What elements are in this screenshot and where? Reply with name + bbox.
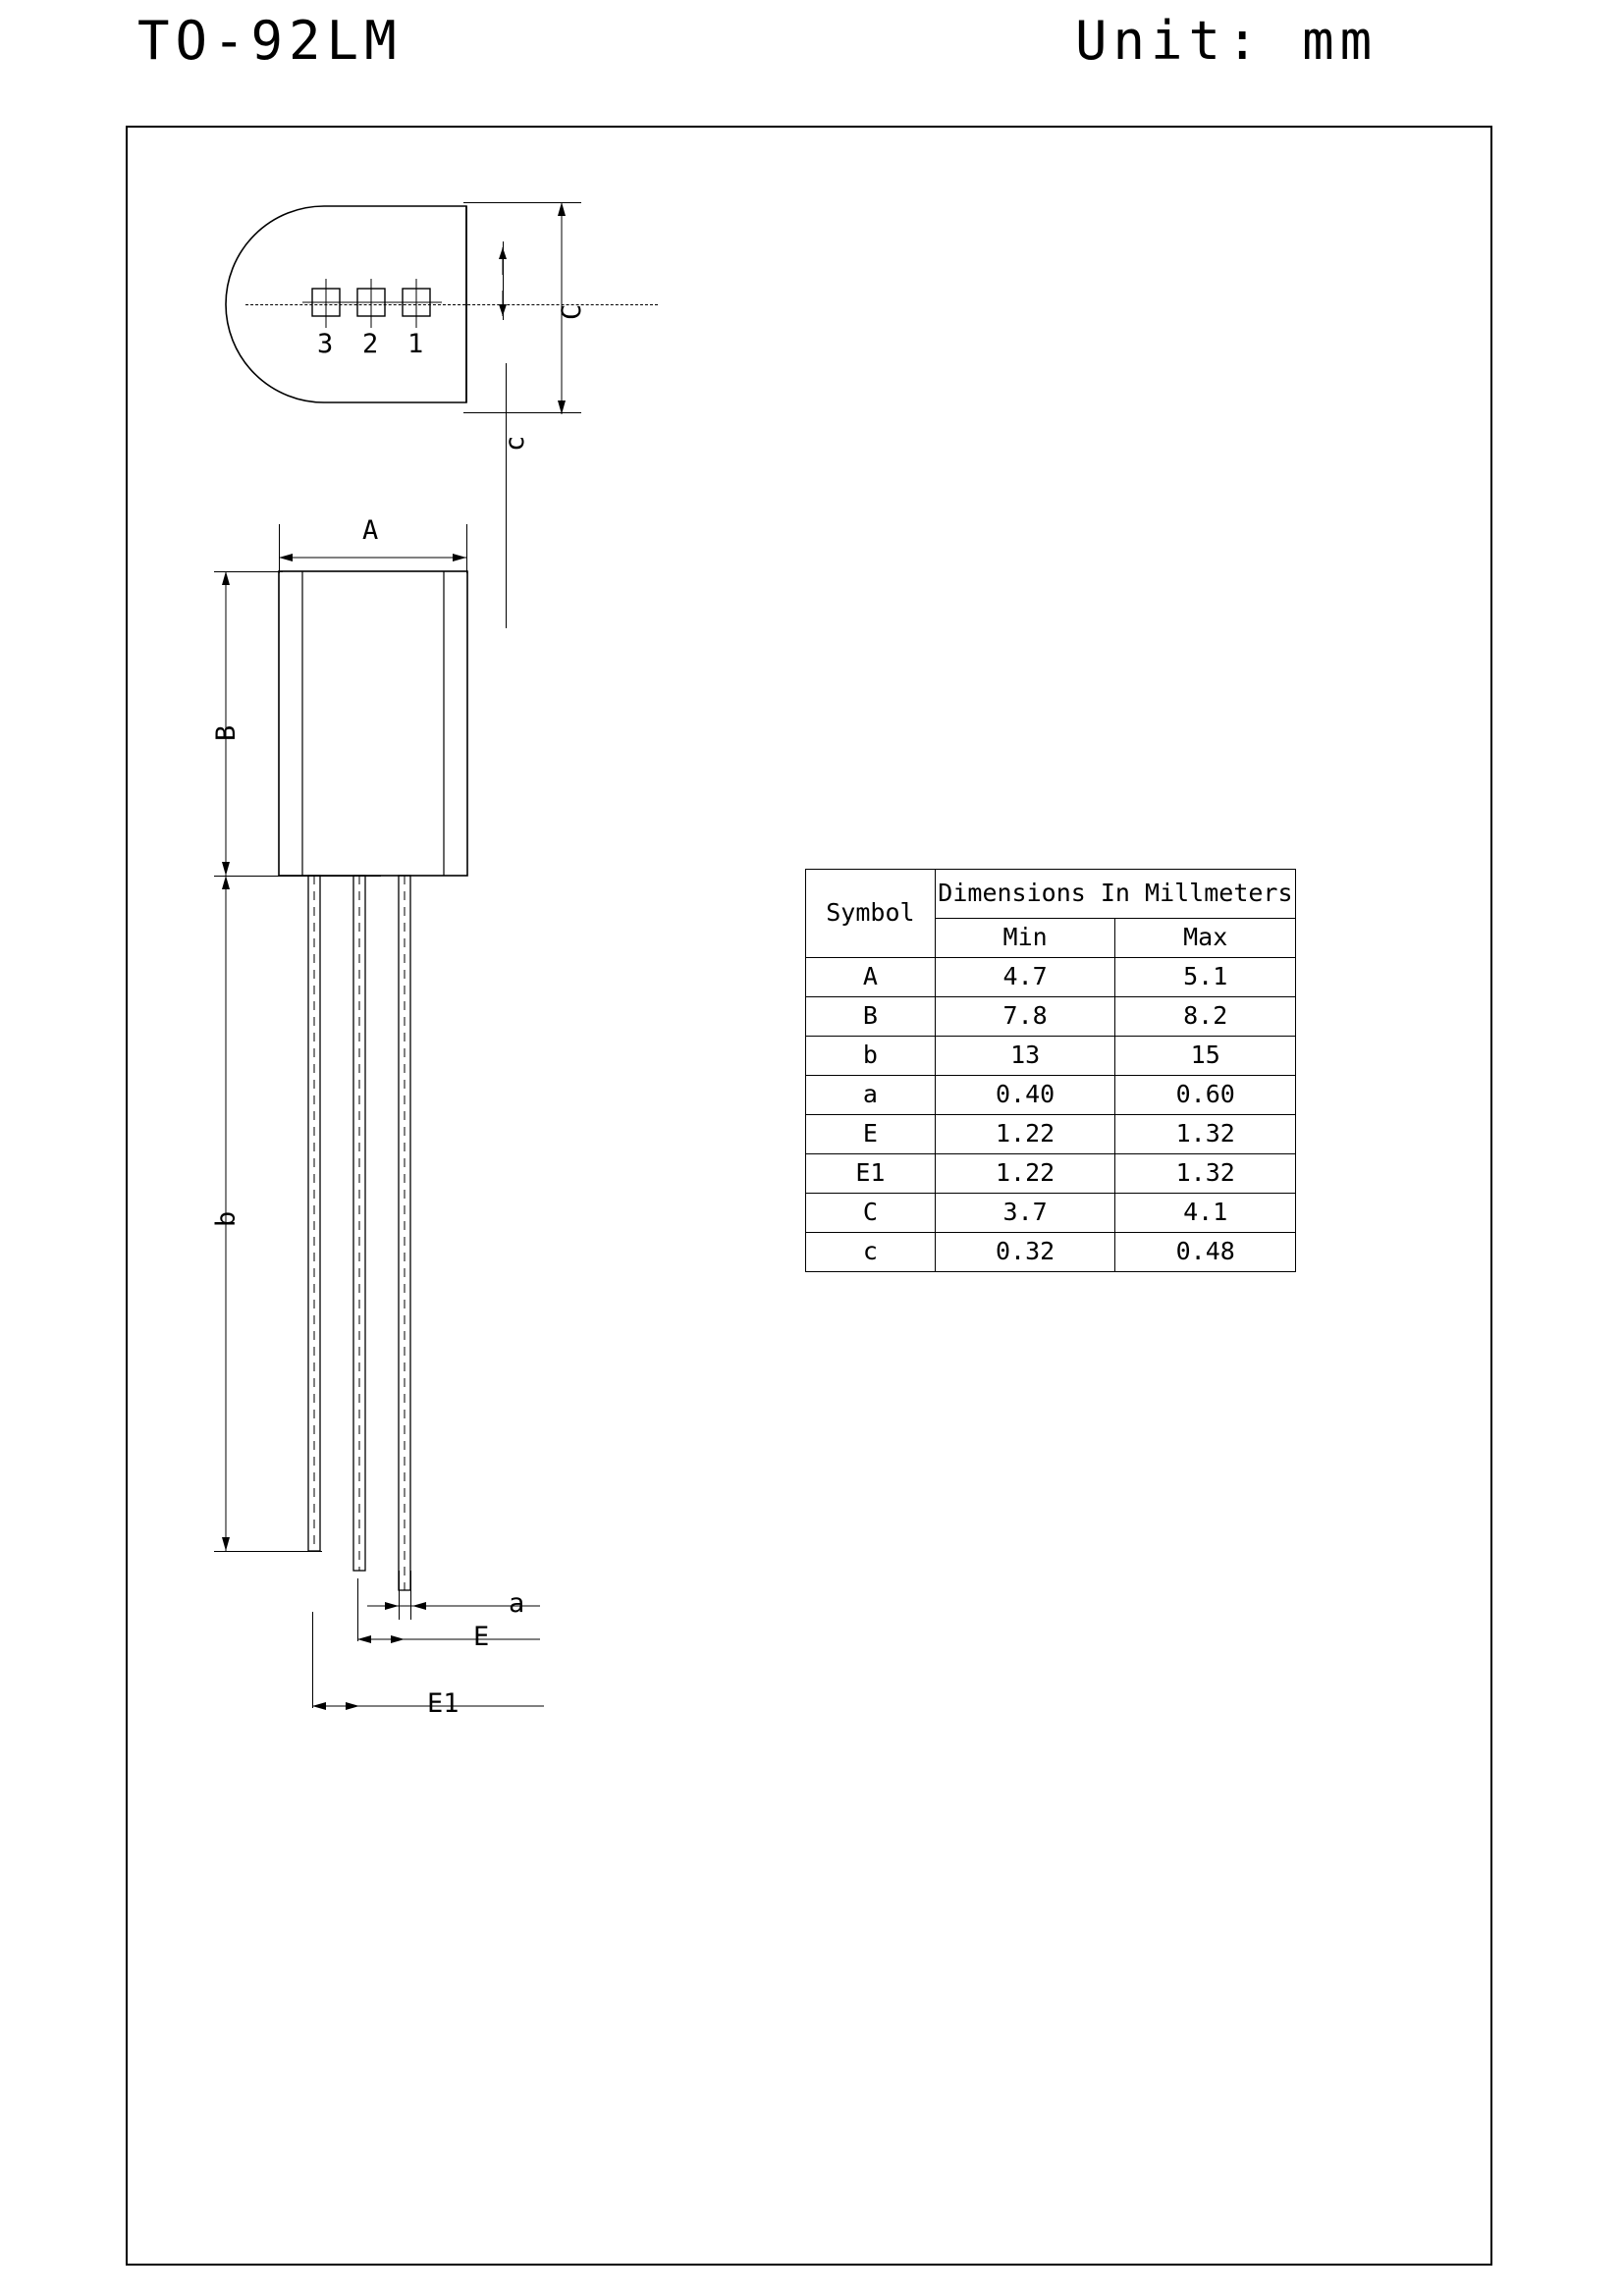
e1-dim-ext-left [312,1612,313,1708]
table-cell-symbol: b [806,1037,936,1076]
c-leader-vertical [506,363,507,628]
table-header-symbol: Symbol [806,870,936,958]
table-cell-symbol: c [806,1233,936,1272]
b-dim-ext-bottom [214,876,381,877]
top-view-pin-1 [401,287,436,322]
table-cell-min: 0.40 [935,1076,1115,1115]
a-dim-arrow-line [279,550,467,569]
table-cell-max: 1.32 [1115,1115,1296,1154]
table-header-span: Dimensions In Millmeters [935,870,1295,919]
e1-dim-label: E1 [427,1688,460,1719]
table-row [806,1233,1296,1272]
table-cell-min: 1.22 [935,1154,1115,1194]
page-title: TO-92LM [137,10,403,72]
c-dim-label: C [557,303,587,320]
table-row [806,1154,1296,1194]
table-cell-max: 0.60 [1115,1076,1296,1115]
table-cell-symbol: a [806,1076,936,1115]
table-header-max: Max [1115,919,1296,958]
table-header-min: Min [935,919,1115,958]
side-view-lead-1 [306,876,324,1553]
table-cell-symbol: C [806,1194,936,1233]
table-cell-max: 0.48 [1115,1233,1296,1272]
top-view-pin-label-1: 1 [407,329,424,359]
dimensions-table [805,869,1296,1272]
table-cell-max: 1.32 [1115,1154,1296,1194]
table-cell-max: 8.2 [1115,997,1296,1037]
table-cell-symbol: E [806,1115,936,1154]
table-cell-symbol: E1 [806,1154,936,1194]
side-view-body [275,567,471,881]
b-dim-arrow-line [216,571,236,877]
table-cell-min: 4.7 [935,958,1115,997]
side-view-lead-3 [397,876,414,1592]
a-dim-label: A [362,515,379,546]
drawing-header [0,0,1623,108]
table-cell-min: 13 [935,1037,1115,1076]
table-cell-symbol: A [806,958,936,997]
table-row [806,1115,1296,1154]
table-row [806,1076,1296,1115]
top-view-pin-2 [355,287,391,322]
c-thickness-arrows [493,241,516,326]
table-cell-min: 3.7 [935,1194,1115,1233]
table-row [806,958,1296,997]
b-dim-label: B [211,724,242,741]
table-cell-symbol: B [806,997,936,1037]
drawing-frame [126,126,1492,2266]
table-cell-max: 4.1 [1115,1194,1296,1233]
c-lower-label: c [500,435,530,452]
table-cell-min: 1.22 [935,1115,1115,1154]
unit-label: Unit: mm [1075,10,1379,72]
table-cell-max: 15 [1115,1037,1296,1076]
side-view-lead-2 [352,876,369,1573]
table-cell-min: 7.8 [935,997,1115,1037]
table-cell-max: 5.1 [1115,958,1296,997]
a-lead-dim-label: a [509,1588,525,1619]
table-row [806,1194,1296,1233]
b-lead-dim-label: b [211,1210,242,1227]
top-view-pin-label-3: 3 [317,329,334,359]
e-dim-label: E [473,1622,490,1652]
top-view-pin-label-2: 2 [362,329,379,359]
table-cell-min: 0.32 [935,1233,1115,1272]
top-view-center-axis [245,304,658,305]
e-dim-arrow-line [357,1631,544,1651]
table-header-row [806,870,1296,919]
table-row [806,1037,1296,1076]
table-row [806,997,1296,1037]
top-view-pin-3 [310,287,346,322]
